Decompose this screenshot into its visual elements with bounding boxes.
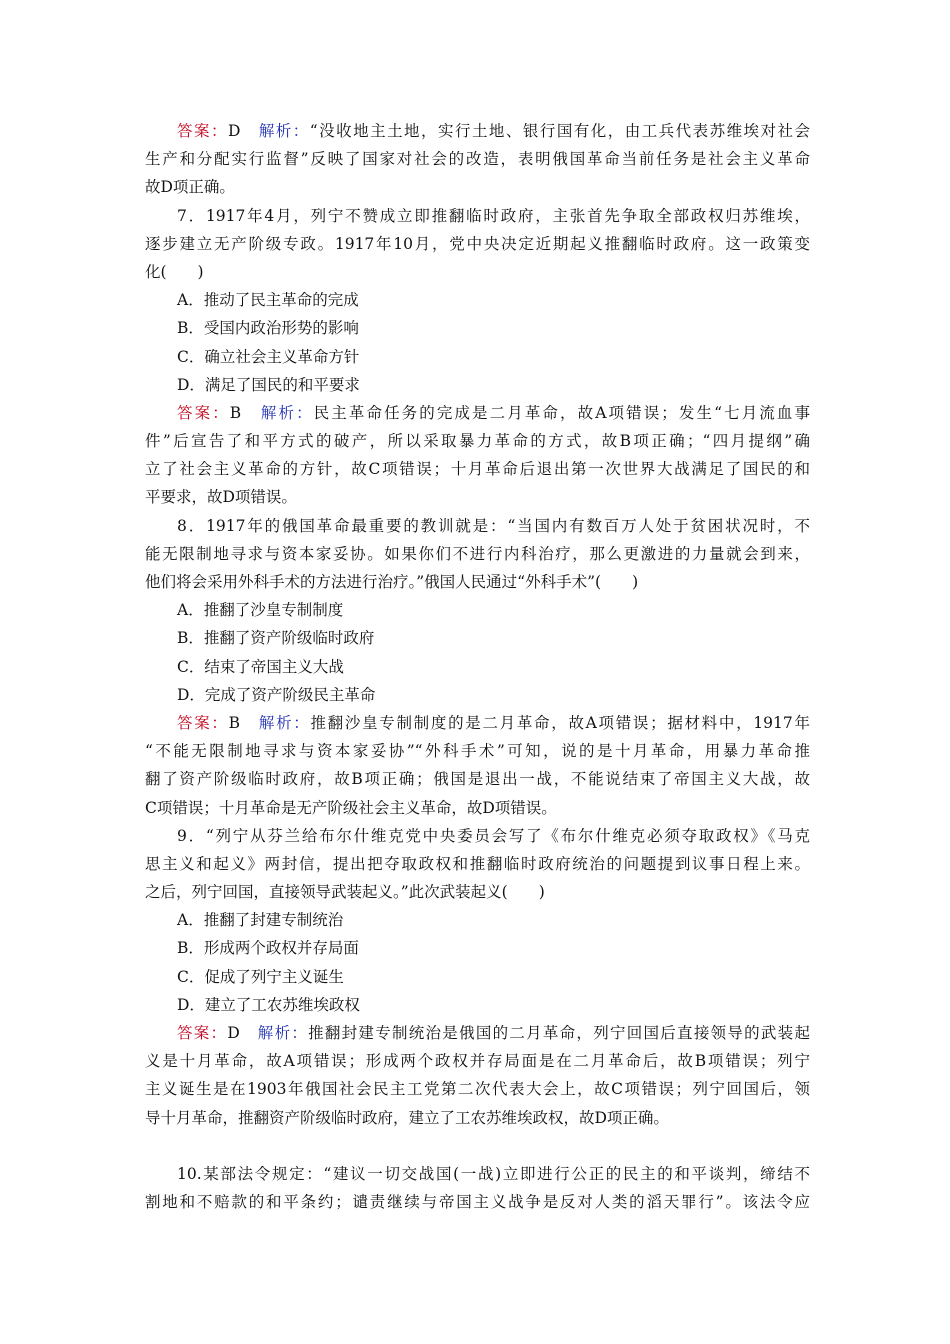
question-stem: 9．“列宁从芬兰给布尔什维克党中央委员会写了《布尔什维克必须夺取政权》《马克 bbox=[177, 826, 810, 845]
q9-analysis-line bbox=[145, 1019, 810, 1047]
option-c: C．结束了帝国主义大战 bbox=[177, 657, 344, 676]
question-stem: 8．1917年的俄国革命最重要的教训就是：“当国内有数百万人处于贫困状况时，不 bbox=[177, 516, 810, 535]
answer-label: 答案： bbox=[177, 713, 229, 732]
spacer bbox=[145, 1132, 810, 1160]
analysis-text: 翻了资产阶级临时政府，故B项正确；俄国是退出一战，不能说结束了帝国主义大战，故 bbox=[145, 770, 810, 789]
q8-analysis-line bbox=[145, 709, 810, 737]
option-a: A．推翻了沙皇专制制度 bbox=[177, 601, 344, 620]
answer-label: 答案： bbox=[177, 122, 228, 140]
option-b: B．受国内政治形势的影响 bbox=[177, 319, 359, 338]
answer-value: B bbox=[228, 713, 240, 732]
analysis-text: C项错误；十月革命是无产阶级社会主义革命，故D项错误。 bbox=[145, 798, 557, 817]
analysis-text: “不能无限制地寻求与资本家妥协”“外科手术”可知，说的是十月革命，用暴力革命推 bbox=[145, 742, 810, 761]
option-d: D．建立了工农苏维埃政权 bbox=[177, 995, 360, 1014]
analysis-text: 推翻沙皇专制制度的是二月革命，故A项错误；据材料中，1917年 bbox=[310, 713, 810, 732]
analysis-text: 故D项正确。 bbox=[145, 178, 235, 197]
question-stem: 7．1917年4月，列宁不赞成立即推翻临时政府，主张首先争取全部政权归苏维埃， bbox=[177, 206, 810, 225]
answer-value: D bbox=[227, 122, 241, 140]
question-stem: 思主义和起义》两封信，提出把夺取政权和推翻临时政府统治的问题提到议事日程上来。 bbox=[145, 854, 810, 873]
analysis-label: 解析： bbox=[260, 403, 314, 422]
option-b: B．推翻了资产阶级临时政府 bbox=[177, 629, 375, 648]
option-b: B．形成两个政权并存局面 bbox=[177, 939, 359, 958]
analysis-text: 件”后宣告了和平方式的破产，所以采取暴力革命的方式，故B项正确；“四月提纲”确 bbox=[145, 432, 810, 451]
question-stem: 割地和不赔款的和平条约；谴责继续与帝国主义战争是反对人类的滔天罪行”。该法令应 bbox=[145, 1192, 810, 1211]
analysis-text: 主义诞生是在1903年俄国社会民主工党第二次代表大会上，故C项错误；列宁回国后，领 bbox=[145, 1080, 810, 1099]
option-c: C．确立社会主义革命方针 bbox=[177, 347, 360, 366]
analysis-text: 平要求，故D项错误。 bbox=[145, 488, 297, 507]
analysis-text: 立了社会主义革命的方针，故C项错误；十月革命后退出第一次世界大战满足了国民的和 bbox=[145, 460, 810, 479]
question-stem: 他们将会采用外科手术的方法进行治疗。”俄国人民通过“外科手术”( ) bbox=[145, 573, 639, 591]
analysis-text: 推翻封建专制统治是俄国的二月革命，列宁回国后直接领导的武装起 bbox=[308, 1024, 810, 1042]
analysis-text: 导十月革命，推翻资产阶级临时政府，建立了工农苏维埃政权，故D项正确。 bbox=[145, 1108, 669, 1127]
analysis-text: 生产和分配实行监督”反映了国家对社会的改造，表明俄国革命当前任务是社会主义革命 bbox=[145, 150, 810, 169]
q6-analysis-line bbox=[145, 117, 810, 145]
option-d: D．完成了资产阶级民主革命 bbox=[177, 685, 376, 704]
question-stem: 10.某部法令规定：“建议一切交战国(一战)立即进行公正的民主的和平谈判，缔结不 bbox=[177, 1164, 810, 1183]
answer-value: D bbox=[227, 1024, 240, 1042]
option-a: A．推翻了封建专制统治 bbox=[177, 911, 344, 930]
analysis-text: 民主革命任务的完成是二月革命，故A项错误；发生“七月流血事 bbox=[313, 403, 810, 422]
analysis-text: “没收地主土地，实行土地、银行国有化，由工兵代表苏维埃对社会 bbox=[309, 122, 810, 140]
option-a: A．推动了民主革命的完成 bbox=[177, 291, 359, 310]
q7-analysis-line bbox=[145, 399, 810, 427]
question-stem: 能无限制地寻求与资本家妥协。如果你们不进行内科治疗，那么更激进的力量就会到来， bbox=[145, 544, 810, 563]
question-stem: 化( ) bbox=[145, 262, 204, 281]
analysis-label: 解析： bbox=[258, 122, 310, 140]
question-stem: 之后，列宁回国，直接领导武装起义。”此次武装起义( ) bbox=[145, 883, 545, 902]
question-stem: 逐步建立无产阶级专政。1917年10月，党中央决定近期起义推翻临时政府。这一政策变 bbox=[145, 234, 810, 253]
answer-value: B bbox=[229, 403, 242, 422]
analysis-text: 义是十月革命，故A项错误；形成两个政权并存局面是在二月革命后，故B项错误；列宁 bbox=[145, 1052, 810, 1071]
answer-label: 答案： bbox=[177, 403, 230, 422]
option-c: C．促成了列宁主义诞生 bbox=[177, 967, 344, 986]
analysis-label: 解析： bbox=[257, 1024, 309, 1042]
analysis-label: 解析： bbox=[258, 713, 311, 732]
option-d: D．满足了国民的和平要求 bbox=[177, 375, 360, 394]
answer-label: 答案： bbox=[177, 1024, 228, 1042]
